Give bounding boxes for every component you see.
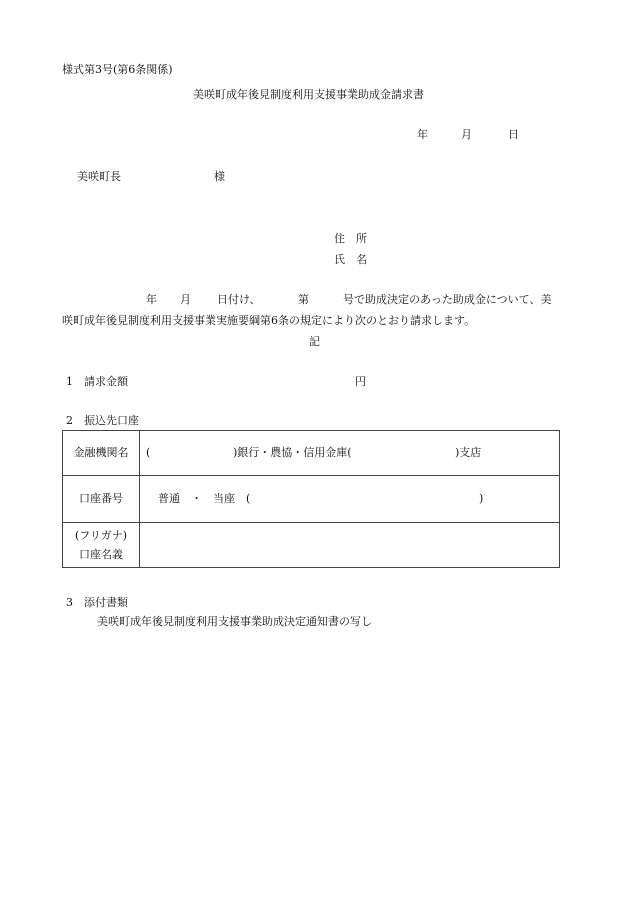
attachment-item: 美咲町成年後見制度利用支援事業助成決定通知書の写し — [97, 615, 372, 628]
table-row — [63, 431, 560, 476]
account-paren-close: ) — [479, 492, 484, 505]
statement-month: 月 — [180, 293, 191, 306]
section1-title: 1 請求金額 — [66, 375, 128, 388]
date-day: 日 — [508, 128, 519, 141]
furigana-label: (フリガナ) — [74, 528, 128, 542]
ki-label: 記 — [309, 335, 320, 348]
statement-year: 年 — [146, 293, 157, 306]
document-title: 美咲町成年後見制度利用支援事業助成金請求書 — [193, 88, 424, 101]
section3-title: 3 添付書類 — [66, 596, 128, 609]
bank-name-label: 金融機関名 — [63, 431, 140, 476]
statement-line1: 号で助成決定のあった助成金について、美 — [343, 293, 552, 306]
date-month: 月 — [461, 128, 472, 141]
name-label: 氏 名 — [334, 253, 367, 266]
bank-account-table — [62, 430, 560, 568]
table-row — [63, 476, 560, 523]
account-type-options: 普通 ・ 当座 ( — [158, 492, 251, 505]
form-number: 様式第3号(第6条関係) — [62, 63, 173, 76]
account-holder-name-label: 口座名義 — [79, 547, 123, 561]
bank-name-value[interactable] — [140, 431, 560, 476]
addressee-honorific: 様 — [214, 170, 225, 183]
account-holder-label — [63, 523, 140, 568]
account-holder-value[interactable] — [140, 523, 560, 568]
statement-line2: 咲町成年後見制度利用支援事業実施要綱第6条の規定により次のとおり請求します。 — [62, 314, 476, 327]
bank-type-options: )銀行・農協・信用金庫( — [233, 446, 352, 459]
branch-suffix: )支店 — [455, 446, 482, 459]
section2-title: 2 振込先口座 — [66, 414, 139, 427]
statement-dai: 第 — [298, 293, 309, 306]
account-number-label: 口座番号 — [63, 476, 140, 523]
yen-unit: 円 — [355, 375, 366, 388]
table-row — [63, 523, 560, 568]
addressee-name: 美咲町長 — [77, 170, 121, 183]
date-year: 年 — [417, 128, 428, 141]
statement-dated: 日付け、 — [217, 293, 261, 306]
bank-paren-open: ( — [146, 446, 151, 459]
address-label: 住 所 — [334, 232, 367, 245]
account-number-value[interactable] — [140, 476, 560, 523]
